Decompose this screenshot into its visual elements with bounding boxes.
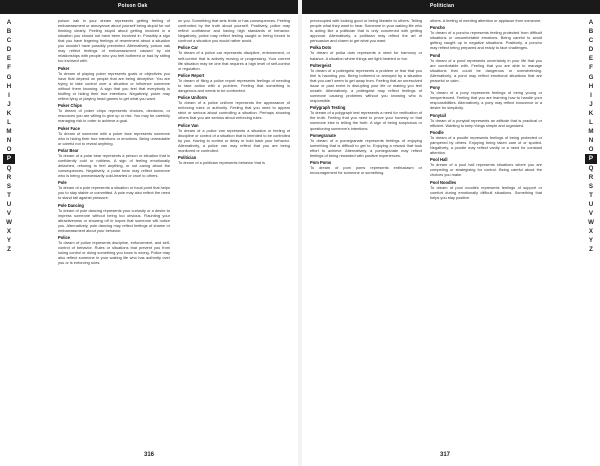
dictionary-entry: [178, 123, 290, 153]
entry-term: Police Van: [178, 122, 199, 128]
alphabet-tab-s: S: [6, 182, 12, 190]
alphabet-tab-c: C: [6, 37, 12, 45]
alphabet-tab-w: W: [6, 219, 12, 227]
dictionary-entry: [430, 53, 542, 83]
dictionary-entry: [58, 103, 170, 123]
right-page-number: 317: [440, 452, 451, 458]
alphabet-tab-z: Z: [589, 246, 593, 254]
entry-definition: poison oak in your dream represents getting feeling of embarrassment or annoyance about yourself being stupid for not thinking clearly. Feeling stupid about getting involved in a situation you should not have been involved in. Possibly a sign that you have lingering feelings of resentment about a situation you wouldn't have possibly prevented. Alternatively, poison oak may reflect feelings of embarrassment caused by old relationships with people who you feel bothered or bad by sitting too involved with.: [58, 18, 170, 64]
entry-term: Pool Noodles: [430, 179, 457, 185]
right-running-head: Politician: [430, 3, 455, 9]
entry-definition: To dream of someone with a poker face represents someone who is hiding their true intentions or emotions. Being unreadable or careful not to reveal anything.: [58, 130, 170, 146]
left-page-column-1: [58, 18, 170, 442]
alphabet-tab-t: T: [7, 191, 11, 199]
dictionary-entry: [310, 18, 422, 43]
alphabet-tab-p: P: [3, 154, 15, 163]
entry-definition: To dream of pool noodles represents feelings of support or comfort during emotionally difficult situations. Something that helps you stay positive.: [430, 184, 542, 200]
entry-definition: To dream of a poltergeist represents a problem or fear that you feel is haunting you. Being bothered or annoyed by a situation that you can't seem to get away from. Feeling that an unresolved issue or past event is disrupting your life or making you feel unsafe. Alternatively, a poltergeist may reflect feelings of someone causing problems without you knowing who is responsible.: [310, 67, 422, 104]
entry-term: Pom Poms: [310, 160, 332, 166]
right-header-band: [302, 0, 600, 14]
entry-term: Polar Bear: [58, 147, 79, 153]
alphabet-tab-n: N: [588, 137, 594, 145]
entry-term: Polka Dots: [310, 45, 332, 51]
entry-definition: To dream of polka dots represents a need for harmony or balance. A situation where things are light hearted or fun.: [310, 50, 422, 61]
alphabet-index-left: [3, 18, 15, 254]
entry-term: Pomegranate: [310, 132, 336, 138]
entry-definition: To dream of playing poker represents goals or objectives you have that depend on people that are being deceptive. You are trying to take control over a situation or influence someone without them knowing. A sign that you feel that everybody is bluffing or hiding their true intentions. Negatively, poker may reflect lying or playing head games to get what you want.: [58, 70, 170, 101]
alphabet-tab-x: X: [588, 228, 594, 236]
entry-term: Poncho: [430, 25, 446, 31]
right-page-column-2: [430, 18, 542, 442]
alphabet-tab-k: K: [6, 109, 12, 117]
alphabet-tab-u: U: [588, 200, 594, 208]
entry-definition: To dream of a pomegranate represents feelings of enjoying something that is difficult to get to. Enjoying a reward that took effort to achieve. Alternatively, a pomegranate may reflect feelings of being rewarded with positive experiences.: [310, 137, 422, 158]
dictionary-entry: [430, 113, 542, 128]
alphabet-tab-n: N: [6, 137, 12, 145]
alphabet-tab-q: Q: [6, 164, 12, 172]
dictionary-entry: [310, 160, 422, 175]
entry-definition: To dream of a poodle represents feelings of being protected or pampered by others. Enjoying being taken care of or spoiled. Negatively, a poodle may reflect vanity or a need for constant attention.: [430, 134, 542, 156]
entry-definition: others. A feeling of needing attention or applause from someone.: [430, 18, 542, 23]
entry-definition: To dream of a police uniform represents the appearance of enforcing rules or authority. Feeling that you need to appear strict or serious about controlling a situation. Perhaps showing others that you are serious about enforcing rules.: [178, 100, 290, 121]
entry-term: Police: [58, 235, 71, 241]
dictionary-entry: [58, 148, 170, 178]
alphabet-tab-c: C: [588, 37, 594, 45]
alphabet-tab-j: J: [7, 100, 11, 108]
entry-term: Poker Chips: [58, 103, 82, 109]
alphabet-tab-j: J: [589, 100, 593, 108]
alphabet-tab-h: H: [6, 82, 12, 90]
alphabet-tab-s: S: [588, 182, 594, 190]
alphabet-tab-y: Y: [6, 237, 12, 245]
alphabet-tab-f: F: [589, 64, 593, 72]
alphabet-tab-l: L: [589, 119, 593, 127]
dictionary-entry: [58, 18, 170, 63]
alphabet-tab-q: Q: [588, 164, 594, 172]
entry-definition: To dream of a politician represents behavior that is: [178, 160, 265, 166]
entry-term: Poltergeist: [310, 62, 332, 68]
alphabet-tab-r: R: [588, 173, 594, 181]
entry-definition: To dream of a poncho represents feeling protected from difficult situations or uncomfortable emotions. Being careful to avoid getting caught up in negative situations. Positively, a poncho may reflect being prepared and ready to face challenges.: [430, 30, 542, 51]
right-page-column-1: [310, 18, 422, 442]
entry-term: Police Car: [178, 45, 199, 51]
dictionary-entry: [430, 180, 542, 200]
left-page-column-2: [178, 18, 290, 442]
alphabet-tab-k: K: [588, 109, 594, 117]
dictionary-entry: [430, 157, 542, 177]
alphabet-tab-m: M: [6, 128, 12, 136]
alphabet-tab-l: L: [7, 119, 11, 127]
dictionary-entry: [58, 126, 170, 146]
alphabet-tab-d: D: [588, 46, 594, 54]
entry-definition: To dream of a pole represents a situation or focal point that helps you to stay stable or committed. A pole may also reflect the need to stand tall against pressure.: [58, 185, 170, 201]
entry-definition: To dream of police represents discipline, enforcement, and self-control of behavior. Rules or situations that prevent you from losing control or doing something you know is wrong. Police may also reflect someone in your waking life who has authority over you or is enforcing rules.: [58, 240, 170, 266]
dictionary-entry: [58, 66, 170, 101]
entry-definition: preoccupied with looking good or being likeable to others. Telling people what they want to hear. Someone in your waking life who is acting like a politician that is only concerned with getting approval. Alternatively, a politician may reflect the art of persuasion and charm to get what you want.: [310, 18, 422, 44]
alphabet-tab-b: B: [6, 28, 12, 36]
alphabet-tab-d: D: [6, 46, 12, 54]
entry-term: Poker Face: [58, 125, 80, 131]
alphabet-tab-h: H: [588, 82, 594, 90]
alphabet-tab-v: V: [588, 209, 594, 217]
entry-term: Pool Hall: [430, 157, 448, 163]
entry-definition: To dream of pom poms represents enthusiasm or encouragement for someone or something.: [310, 165, 422, 176]
entry-definition: To dream of pole dancing represents your curiosity or a desire to impress someone without being too obvious. Flaunting your attractiveness or showing off in hopes that someone will notice you. Alternatively, pole dancing may reflect feelings of shame or embarrassment about your behavior.: [58, 207, 170, 233]
entry-term: Pond: [430, 52, 441, 58]
dictionary-entry: [310, 105, 422, 130]
alphabet-tab-o: O: [588, 146, 594, 154]
dictionary-entry: [178, 45, 290, 70]
dictionary-entry: [310, 133, 422, 158]
alphabet-tab-f: F: [7, 64, 11, 72]
dictionary-entry: [58, 180, 170, 200]
dictionary-entry: [430, 85, 542, 110]
entry-definition: To dream of a police car represents discipline, enforcement, or self-control that is actively moving or progressing. Your current life situation may be one that requires a high level of self-control or regulation.: [178, 50, 290, 71]
left-header-band: [0, 0, 298, 14]
entry-definition: on you. Something that sets limits or has consequences. Feeling confronted by the truth about yourself. Positively, police may reflect confidence and having high standards of behavior. Negatively, police may reflect feeling caught or being forced to confront a situation you would rather avoid.: [178, 18, 290, 44]
alphabet-tab-g: G: [588, 73, 594, 81]
alphabet-tab-a: A: [588, 19, 594, 26]
alphabet-tab-o: O: [6, 146, 12, 154]
dictionary-entry: [178, 155, 290, 165]
entry-definition: To dream of filing a police report represents feelings of needing to take action with a problem. Feeling that something is dangerous and needs to be confronted.: [178, 77, 290, 93]
left-page-number: 316: [144, 452, 155, 458]
entry-term: Police Uniform: [178, 95, 207, 101]
alphabet-tab-w: W: [588, 219, 594, 227]
alphabet-tab-y: Y: [588, 237, 594, 245]
dictionary-entry: [178, 95, 290, 120]
alphabet-tab-m: M: [588, 128, 594, 136]
entry-definition: To dream of a police van represents a situation or feeling of discipline or control of a situation that is intended to be controlled by you. Having to control or delay or hold back your behavior. Alternatively, a police van may reflect that you are being monitored or controlled.: [178, 127, 290, 153]
entry-term: Pony: [430, 85, 441, 91]
alphabet-tab-v: V: [6, 209, 12, 217]
entry-term: Polygraph Testing: [310, 105, 346, 111]
dictionary-entry: [430, 18, 542, 23]
alphabet-tab-x: X: [6, 228, 12, 236]
alphabet-tab-t: T: [589, 191, 593, 199]
entry-term: Ponytail: [430, 112, 446, 118]
alphabet-tab-i: I: [8, 91, 10, 99]
page-gutter: [298, 0, 302, 466]
alphabet-tab-p: P: [585, 154, 597, 163]
entry-term: Poodle: [430, 129, 444, 135]
dictionary-entry: [430, 130, 542, 155]
alphabet-tab-a: A: [6, 19, 12, 26]
dictionary-entry: [430, 25, 542, 50]
left-running-head: Poison Oak: [118, 3, 148, 9]
dictionary-entry: [178, 73, 290, 93]
alphabet-tab-b: B: [588, 28, 594, 36]
entry-definition: To dream of poker chips represents choices, decisions, or resources you are willing to give up or risk. You may be carefully managing risk in order to achieve a goal.: [58, 108, 170, 124]
alphabet-tab-z: Z: [7, 246, 11, 254]
entry-definition: To dream of a pond represents uncertainty in your life that you are comfortable with. Feeling that you are able to manage situations that could be dangerous or overwhelming. Alternatively, a pond may reflect emotional situations that are peaceful or calm.: [430, 57, 542, 83]
entry-term: Poker: [58, 65, 70, 71]
dictionary-entry: [310, 45, 422, 60]
alphabet-tab-r: R: [6, 173, 12, 181]
alphabet-index-right: [585, 18, 597, 254]
dictionary-entry: [58, 235, 170, 265]
entry-definition: To dream of a pool hall represents situations where you are competing or strategizing for control. Being careful about the choices you make.: [430, 162, 542, 178]
entry-term: Politician: [178, 155, 197, 161]
dictionary-entry: [58, 203, 170, 233]
dictionary-entry: [178, 18, 290, 43]
alphabet-tab-i: I: [590, 91, 592, 99]
alphabet-tab-e: E: [588, 55, 594, 63]
entry-definition: To dream of a pony represents feelings of being young or inexperienced. Feeling that you are learning how to handle your responsibilities. Alternatively, a pony may reflect innocence or a desire for simplicity.: [430, 90, 542, 111]
entry-definition: To dream of a polygraph test represents a need for verification of the truth. Feeling that you need to prove your honesty or that someone else is telling the truth. A sign of being suspicious or questioning someone's intentions.: [310, 110, 422, 131]
alphabet-tab-e: E: [6, 55, 12, 63]
entry-term: Police Report: [178, 72, 205, 78]
entry-definition: To dream of a ponytail represents an attitude that is practical or efficient. Wanting to keep things simple and organized.: [430, 117, 542, 128]
alphabet-tab-g: G: [6, 73, 12, 81]
entry-term: Pole: [58, 180, 67, 186]
dictionary-entry: [310, 63, 422, 103]
entry-definition: To dream of a polar bear represents a person or situation that is confidently cold or ruthless. A sign of feeling emotionally detached, refusing to feel anything, or not caring about the consequences. Negatively, a polar bear may reflect someone who is being unnecessarily cold-hearted or cruel to others.: [58, 152, 170, 179]
alphabet-tab-u: U: [6, 200, 12, 208]
entry-term: Pole Dancing: [58, 202, 84, 208]
